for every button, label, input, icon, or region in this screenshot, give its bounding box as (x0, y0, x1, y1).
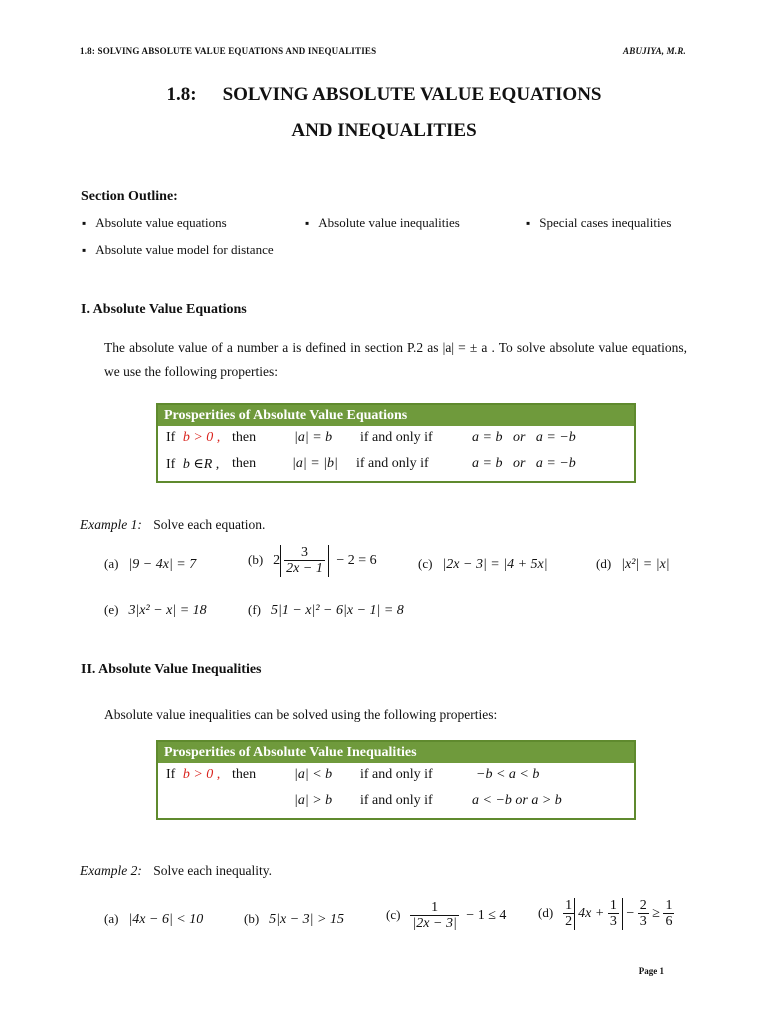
problem-tail: − 2 = 6 (336, 553, 377, 569)
problem-label: (c) (386, 907, 401, 923)
properties-box-inequalities (156, 740, 636, 820)
row-then: then (232, 430, 257, 445)
problem-expression: |4x − 6| < 10 (128, 912, 204, 927)
title-line1: SOLVING ABSOLUTE VALUE EQUATIONS (222, 84, 602, 105)
row-iff: if and only if (360, 767, 433, 782)
problem (248, 602, 404, 619)
property-row (166, 767, 220, 783)
problem-label: (b) (248, 552, 264, 568)
example-label: Example 2: (80, 863, 142, 878)
running-header-left: 1.8: SOLVING ABSOLUTE VALUE EQUATIONS AND INEQUALITIES (80, 46, 377, 56)
problem (104, 602, 207, 619)
title-number: 1.8: (166, 84, 197, 105)
title-line2: AND INEQUALITIES (291, 120, 477, 141)
problem (104, 556, 196, 573)
fraction-numerator: 1 (431, 900, 439, 915)
fraction-numerator: 1 (565, 898, 573, 913)
row-rhs: a < −b or a > b (472, 793, 562, 808)
example-heading (80, 517, 265, 533)
problem-label: (a) (104, 911, 119, 926)
example-instruction: Solve each inequality. (153, 863, 272, 878)
problem-label: (b) (244, 911, 260, 926)
outline-item: ▪ Absolute value inequalities (305, 215, 460, 231)
problem (386, 900, 506, 932)
problem-label: (f) (248, 602, 261, 617)
problem (418, 556, 548, 573)
operator: − (626, 906, 635, 922)
row-iff: if and only if (356, 456, 429, 471)
row-if: If (166, 767, 176, 782)
problem-label: (a) (104, 556, 119, 571)
running-header-right: ABUJIYA, M.R. (623, 46, 686, 56)
row-rhs: −b < a < b (476, 767, 540, 782)
box-title: Prosperities of Absolute Value Equations (158, 405, 634, 426)
row-lhs: |a| < b (294, 767, 333, 782)
row-condition: b ∈R , (182, 457, 220, 472)
box-title: Prosperities of Absolute Value Inequalities (158, 742, 634, 763)
problem-expression: 5|x − 3| > 15 (269, 912, 344, 927)
example-label: Example 1: (80, 517, 142, 532)
problem-label: (d) (538, 905, 554, 921)
problem (248, 545, 377, 577)
problem-expression: |2x − 3| = |4 + 5x| (442, 557, 548, 572)
section-heading: I. Absolute Value Equations (81, 302, 247, 317)
row-then: then (232, 767, 257, 782)
problem-expression: |9 − 4x| = 7 (128, 557, 197, 572)
fraction-denominator: 3 (639, 914, 647, 930)
row-rhs: a = b or a = −b (472, 430, 576, 445)
section-outline-heading: Section Outline: (81, 189, 178, 204)
row-if: If (166, 457, 176, 472)
property-row (166, 456, 219, 473)
fraction-denominator: 2 (565, 914, 573, 930)
problem-tail: − 1 ≤ 4 (466, 908, 507, 924)
inner-expression: 4x + (578, 906, 608, 922)
problem-expression: 5|1 − x|² − 6|x − 1| = 8 (271, 603, 404, 618)
row-if: If (166, 430, 176, 445)
row-iff: if and only if (360, 430, 433, 445)
row-then: then (232, 456, 257, 471)
row-condition: b > 0 , (182, 430, 221, 445)
fraction-denominator: 6 (665, 914, 673, 930)
section-heading: II. Absolute Value Inequalities (81, 662, 262, 677)
section-paragraph: The absolute value of a number a is defined in section P.2 as |a| = ± a . To solve absolute value equations, we use the following properties: (104, 340, 687, 379)
problem (244, 911, 344, 928)
example-heading (80, 863, 272, 879)
section-paragraph: Absolute value inequalities can be solved using the following properties: (104, 707, 498, 722)
fraction-numerator: 1 (665, 898, 673, 913)
problem-expression: 3|x² − x| = 18 (128, 603, 207, 618)
outline-item: ▪ Absolute value model for distance (82, 242, 274, 258)
problem (596, 556, 670, 573)
fraction-denominator: |2x − 3| (412, 916, 457, 932)
fraction-denominator: 2x − 1 (286, 561, 323, 577)
row-lhs: |a| = |b| (292, 456, 338, 471)
fraction-numerator: 2 (639, 898, 647, 913)
operator: ≥ (652, 906, 660, 922)
example-instruction: Solve each equation. (153, 517, 266, 532)
problem-expression: |x²| = |x| (621, 557, 670, 572)
problem (104, 911, 203, 928)
page-number: Page 1 (638, 966, 664, 976)
fraction-numerator: 1 (609, 898, 617, 913)
row-rhs: a = b or a = −b (472, 456, 576, 471)
problem-label: (e) (104, 602, 119, 617)
row-lhs: |a| = b (294, 430, 333, 445)
properties-box-equations (156, 403, 636, 483)
outline-item: ▪ Absolute value equations (82, 215, 227, 231)
problem-coefficient: 2 (273, 553, 281, 569)
property-row (166, 430, 220, 446)
fraction-numerator: 3 (301, 545, 308, 560)
row-lhs: |a| > b (294, 793, 333, 808)
problem-label: (d) (596, 556, 612, 571)
page-title (0, 84, 768, 106)
problem (538, 898, 674, 930)
row-iff: if and only if (360, 793, 433, 808)
row-condition: b > 0 , (182, 767, 221, 782)
problem-label: (c) (418, 556, 433, 571)
fraction-denominator: 3 (609, 914, 617, 930)
outline-item: ▪ Special cases inequalities (526, 215, 671, 231)
